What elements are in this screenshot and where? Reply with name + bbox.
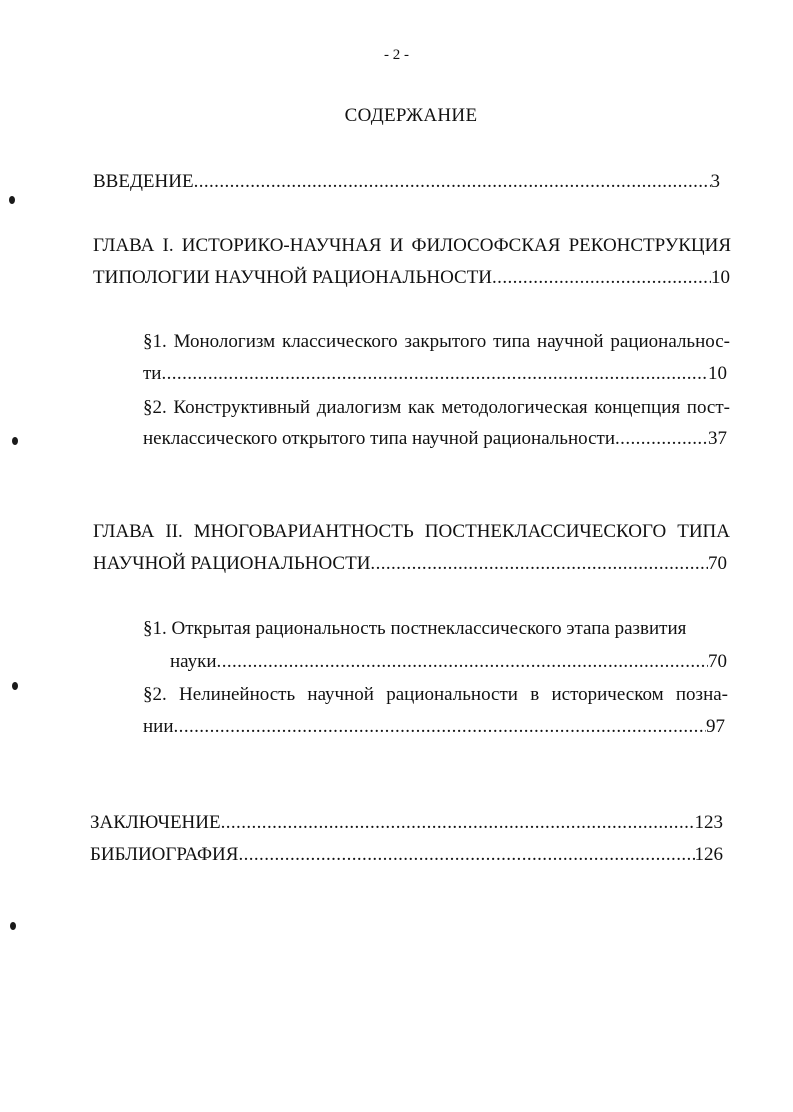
binding-hole-mark bbox=[12, 437, 18, 445]
toc-entry-ch1-sec1[interactable] bbox=[143, 362, 727, 386]
dot-leader bbox=[615, 427, 708, 451]
toc-entry-title: ти bbox=[143, 363, 162, 384]
toc-entry-title: ЗАКЛЮЧЕНИЕ bbox=[90, 812, 221, 833]
toc-entry-title: НАУЧНОЙ РАЦИОНАЛЬНОСТИ bbox=[93, 553, 371, 574]
toc-entry-title: БИБЛИОГРАФИЯ bbox=[90, 844, 239, 865]
ch2-sec2-line1[interactable]: §2. Нелинейность научной рациональности в историческом позна- bbox=[143, 684, 728, 705]
toc-entry-page: 10 bbox=[711, 267, 730, 288]
dot-leader bbox=[217, 650, 708, 674]
dot-leader bbox=[161, 362, 708, 386]
toc-entry-page: 37 bbox=[708, 428, 727, 449]
toc-entry-intro[interactable] bbox=[93, 170, 720, 194]
dot-leader bbox=[492, 266, 711, 290]
dot-leader bbox=[221, 811, 695, 835]
page-number: - 2 - bbox=[384, 47, 409, 63]
toc-entry-chapter1[interactable] bbox=[93, 266, 730, 290]
binding-hole-mark bbox=[12, 682, 18, 690]
toc-entry-page: 3 bbox=[710, 171, 720, 192]
binding-hole-mark bbox=[10, 922, 16, 930]
toc-entry-bibliography[interactable] bbox=[90, 843, 723, 867]
chapter1-title-line1[interactable]: ГЛАВА I. ИСТОРИКО-НАУЧНАЯ И ФИЛОСОФСКАЯ РЕКОНСТРУКЦИЯ bbox=[93, 235, 731, 256]
toc-entry-ch2-sec1[interactable] bbox=[170, 650, 727, 674]
toc-entry-title: науки bbox=[170, 651, 217, 672]
dot-leader bbox=[370, 552, 708, 576]
toc-entry-page: 10 bbox=[708, 363, 727, 384]
toc-entry-page: 70 bbox=[708, 553, 727, 574]
toc-entry-chapter2[interactable] bbox=[93, 552, 727, 576]
chapter2-title-line1[interactable]: ГЛАВА II. МНОГОВАРИАНТНОСТЬ ПОСТНЕКЛАССИЧЕСКОГО ТИПА bbox=[93, 521, 730, 542]
toc-entry-page: 126 bbox=[694, 844, 723, 865]
ch2-sec1-line1[interactable]: §1. Открытая рациональность постнеклассического этапа развития bbox=[143, 618, 687, 639]
toc-heading: СОДЕРЖАНИЕ bbox=[344, 105, 478, 126]
ch1-sec1-line1[interactable]: §1. Монологизм классического закрытого типа научной рациональнос- bbox=[143, 331, 730, 352]
dot-leader bbox=[194, 170, 711, 194]
toc-entry-ch2-sec2[interactable] bbox=[143, 715, 725, 739]
toc-entry-conclusion[interactable] bbox=[90, 811, 723, 835]
toc-entry-title: ТИПОЛОГИИ НАУЧНОЙ РАЦИОНАЛЬНОСТИ bbox=[93, 267, 493, 288]
toc-entry-ch1-sec2[interactable] bbox=[143, 427, 727, 451]
toc-entry-title: ВВЕДЕНИЕ bbox=[93, 171, 194, 192]
dot-leader bbox=[174, 715, 706, 739]
toc-entry-page: 123 bbox=[694, 812, 723, 833]
toc-entry-title: неклассического открытого типа научной рациональности bbox=[143, 428, 616, 449]
toc-entry-page: 97 bbox=[706, 716, 725, 737]
toc-entry-page: 70 bbox=[708, 651, 727, 672]
binding-hole-mark bbox=[9, 196, 15, 204]
toc-entry-title: нии bbox=[143, 716, 174, 737]
dot-leader bbox=[238, 843, 694, 867]
ch1-sec2-line1[interactable]: §2. Конструктивный диалогизм как методологическая концепция пост- bbox=[143, 397, 730, 418]
